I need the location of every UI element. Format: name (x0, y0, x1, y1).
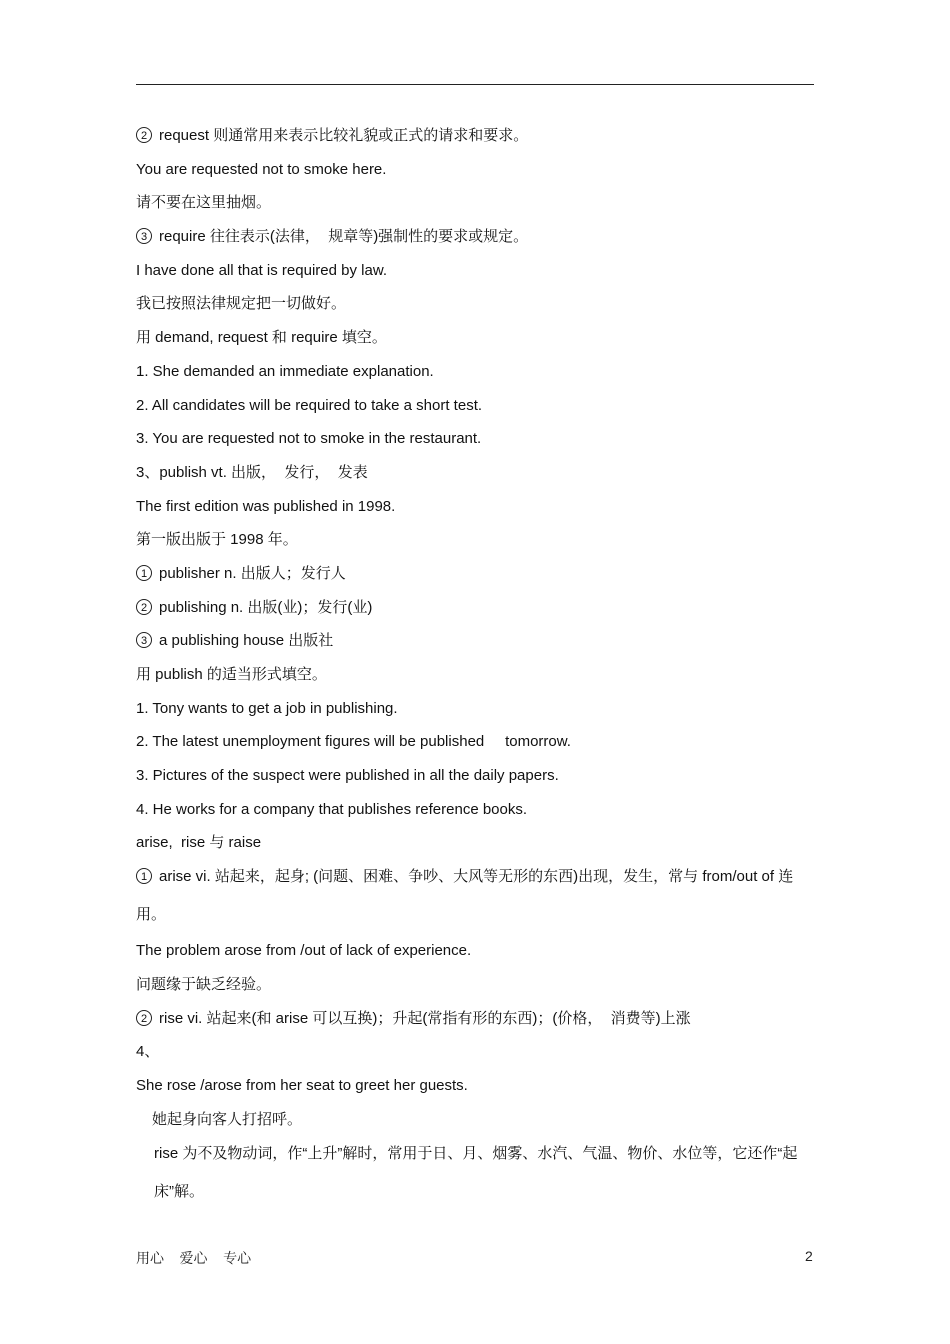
text-line: The first edition was published in 1998. (136, 497, 396, 515)
section-heading: 3、publish vt. 出版， 发行， 发表 (136, 463, 368, 481)
text-line: 1 publisher n. 出版人；发行人 (136, 560, 816, 594)
circled-number: 3 (136, 632, 152, 648)
text-line: 2 publishing n. 出版(业)；发行(业) (136, 594, 816, 628)
text-line: 3 require 往往表示(法律， 规章等)强制性的要求或规定。 (136, 223, 816, 257)
text-line: 1. She demanded an immediate explanation. (136, 362, 434, 380)
text-line: 3 a publishing house 出版社 (136, 627, 816, 661)
text-line: 用 publish 的适当形式填空。 (136, 666, 327, 683)
circled-number: 2 (136, 127, 152, 143)
circled-number: 3 (136, 228, 152, 244)
circled-number: 1 (136, 565, 152, 581)
text-line: She rose /arose from her seat to greet her guests. (136, 1076, 468, 1094)
header-rule (136, 84, 814, 85)
circled-number: 1 (136, 868, 152, 884)
circled-number: 2 (136, 599, 152, 615)
text-line: You are requested not to smoke here. (136, 160, 387, 178)
text-line: 请不要在这里抽烟。 (136, 194, 272, 212)
text-line: 2 request 则通常用来表示比较礼貌或正式的请求和要求。 (136, 122, 816, 156)
section-heading: arise, rise 与 raise (136, 834, 262, 852)
text-line: 2 rise vi. 站起来(和 arise 可以互换)；升起(常指有形的东西)；(价格， 消费等)上涨 (136, 1005, 816, 1039)
text-line: I have done all that is required by law. (136, 261, 387, 279)
text-line: 第一版出版于 1998 年。 (136, 531, 298, 549)
footer-motto: 用心 爱心 专心 (136, 1250, 252, 1266)
text-line: 4. He works for a company that publishes reference books. (136, 800, 528, 818)
text-line: 我已按照法律规定把一切做好。 (136, 295, 347, 313)
text-line: The problem arose from /out of lack of experience. (136, 942, 472, 960)
text-line: 2. The latest unemployment figures will be published tomorrow. (136, 733, 571, 751)
section-heading: 4、 (136, 1043, 160, 1061)
text-line: 3. You are requested not to smoke in the restaurant. (136, 430, 482, 448)
text-line: 3. Pictures of the suspect were published in all the daily papers. (136, 767, 559, 785)
text-line: 问题缘于缺乏经验。 (136, 975, 272, 993)
circled-number: 2 (136, 1010, 152, 1026)
text-line: 2. All candidates will be required to take a short test. (136, 396, 483, 414)
text-line: rise 为不及物动词，作“上升”解时，常用于日、月、烟雾、水汽、气温、物价、水位等，它还作“起床”解。 (154, 1145, 798, 1201)
text-line: 1 arise vi. 站起来，起身; (问题、困难、争吵、大风等无形的东西)出现，发生，常与 from/out of 连用。 (136, 868, 794, 924)
document-body (136, 122, 816, 1212)
text-line: 用 demand, request 和 require 填空。 (136, 329, 387, 347)
text-line: 1. Tony wants to get a job in publishing. (136, 699, 398, 717)
text-line: 她起身向客人打招呼。 (152, 1110, 303, 1128)
page-number: 2 (805, 1248, 813, 1264)
